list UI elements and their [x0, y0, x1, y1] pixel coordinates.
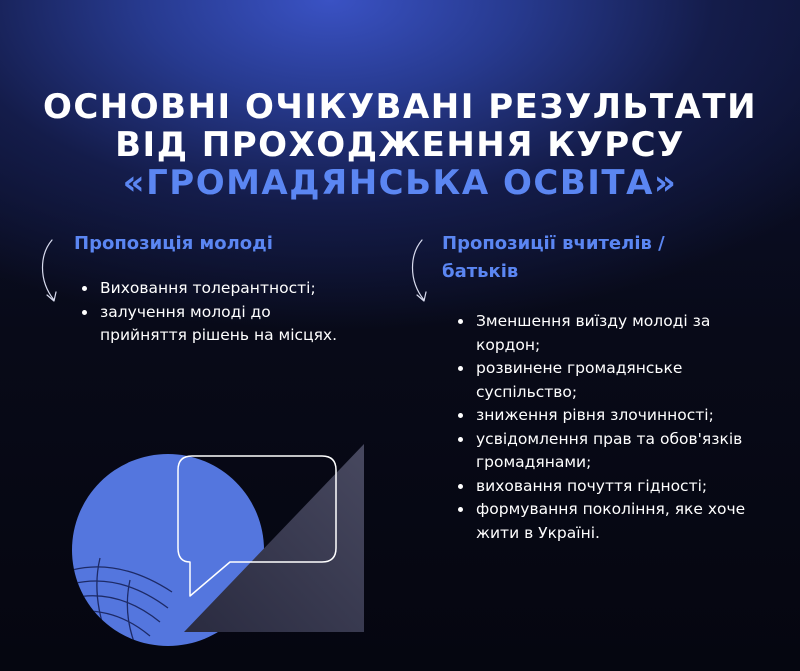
list-item: • усвідомлення прав та обов'язків громадянами; — [474, 428, 766, 475]
list-item: • залучення молоді до прийняття рішень на місцях. — [98, 301, 338, 348]
decorative-illustration — [60, 430, 380, 666]
youth-proposal-list — [76, 277, 338, 348]
list-item: • розвинене громадянське суспільство; — [474, 357, 766, 404]
page-title — [0, 88, 800, 202]
title-line-2: ВІД ПРОХОДЖЕННЯ КУРСУ — [115, 125, 685, 165]
list-item: • формування покоління, яке хоче жити в Україні. — [474, 498, 766, 545]
youth-proposal-heading: Пропозиція молоді — [74, 233, 273, 254]
title-line-3-course-name: «ГРОМАДЯНСЬКА ОСВІТА» — [122, 163, 678, 203]
list-item: • Зменшення виїзду молоді за кордон; — [474, 310, 766, 357]
curved-arrow-icon — [406, 236, 440, 314]
list-item: • Виховання толерантності; — [98, 277, 338, 301]
curved-arrow-icon — [36, 236, 70, 314]
teachers-parents-proposal-list — [452, 310, 766, 545]
teachers-parents-proposal-heading: Пропозиції вчителів / батьків — [442, 233, 665, 282]
title-line-1: ОСНОВНІ ОЧІКУВАНІ РЕЗУЛЬТАТИ — [42, 87, 758, 127]
list-item: • виховання почуття гідності; — [474, 475, 766, 499]
list-item: • зниження рівня злочинності; — [474, 404, 766, 428]
